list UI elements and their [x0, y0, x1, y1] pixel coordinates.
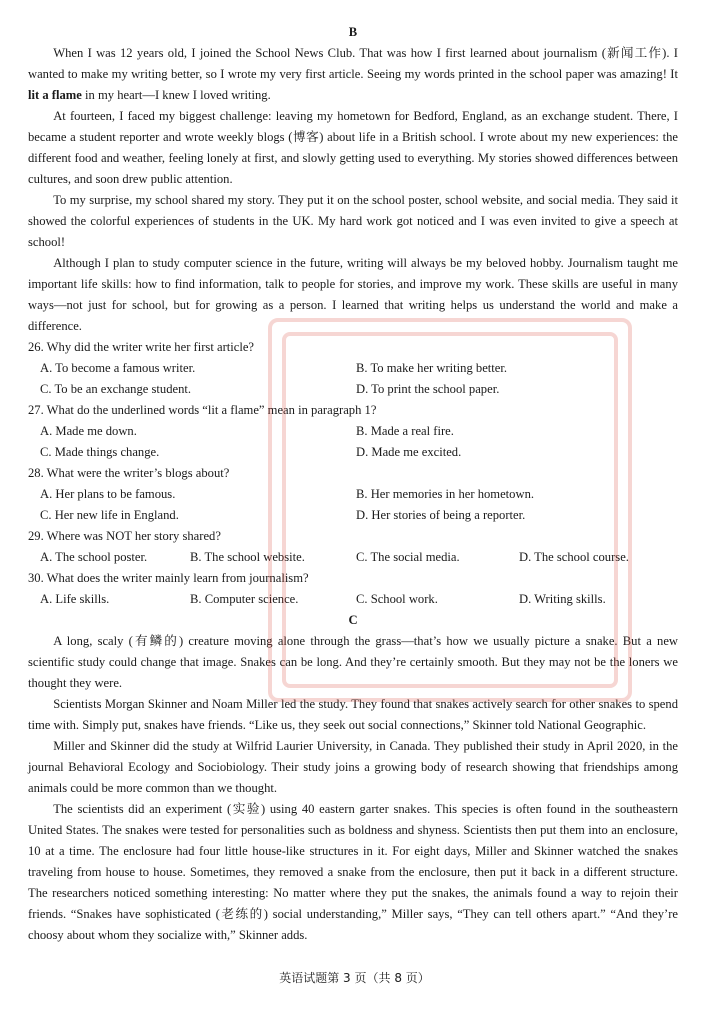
options — [28, 421, 678, 463]
option-b: B. Made a real fire. — [356, 424, 454, 438]
option-b: B. The school website. — [190, 550, 305, 564]
options — [28, 547, 678, 568]
option-d: D. Made me excited. — [356, 445, 462, 459]
option-b: B. To make her writing better. — [356, 361, 508, 375]
option-c: C. Her new life in England. — [40, 508, 179, 522]
question-stem: 27. What do the underlined words “lit a flame” mean in paragraph 1? — [28, 403, 377, 417]
para1-emphasis: lit a flame — [28, 88, 82, 102]
options — [28, 358, 678, 400]
question-stem: 26. Why did the writer write her first article? — [28, 340, 255, 354]
section-c-title: C — [348, 613, 358, 627]
section-b-paragraph-3: To my surprise, my school shared my story. They put it on the school poster, school website, and social media. They said it showed the colorful experiences of students in the UK. My hard work got noticed and I was even invited to give a speech at school! — [28, 193, 678, 249]
para1-text-after: in my heart—I knew I loved writing. — [81, 88, 271, 102]
option-d: D. Writing skills. — [519, 592, 606, 606]
para1-text-before: When I was 12 years old, I joined the School News Club. That was how I first learned about journalism (新闻工作). I wanted to make my writing better, so I wrote my very first article. Seeing my words printed in the school paper was amazing! It — [28, 46, 678, 81]
option-d: D. To print the school paper. — [356, 382, 500, 396]
section-b-title: B — [348, 25, 358, 39]
section-c-paragraph-3: Miller and Skinner did the study at Wilfrid Laurier University, in Canada. They published their study in April 2020, in the journal Behavioral Ecology and Sociobiology. Their study joins a growing body of research showing that friendships among animals could be more common than we thought. — [28, 739, 678, 795]
question-28 — [28, 463, 678, 526]
option-c: C. Made things change. — [40, 445, 160, 459]
option-b: B. Computer science. — [190, 592, 299, 606]
section-b-paragraph-4: Although I plan to study computer science in the future, writing will always be my beloved hobby. Journalism taught me important life skills: how to find information, talk to people for stories, and improve my work. These skills are useful in many ways—not just for school, but for growing as a person. I learned that writing helps us understand the world and make a difference. — [28, 256, 678, 333]
question-29 — [28, 526, 678, 568]
question-stem: 30. What does the writer mainly learn from journalism? — [28, 571, 309, 585]
options — [28, 484, 678, 526]
section-b-paragraph-2: At fourteen, I faced my biggest challenge: leaving my hometown for Bedford, England, as an exchange student. There, I became a student reporter and wrote weekly blogs (博客) about life in a British school. I wrote about my new experiences: the different food and weather, feeling lonely at first, and slowly getting used to everything. My stories showed differences between cultures, and soon drew public attention. — [28, 109, 678, 186]
option-b: B. Her memories in her hometown. — [356, 487, 535, 501]
option-c: C. To be an exchange student. — [40, 382, 192, 396]
option-c: C. School work. — [356, 592, 438, 606]
question-26 — [28, 337, 678, 400]
option-a: A. To become a famous writer. — [40, 361, 196, 375]
option-d: D. Her stories of being a reporter. — [356, 508, 526, 522]
exam-page — [28, 22, 678, 946]
option-c: C. The social media. — [356, 550, 460, 564]
option-d: D. The school course. — [519, 550, 629, 564]
question-30 — [28, 568, 678, 610]
section-c-paragraph-4: The scientists did an experiment (实验) using 40 eastern garter snakes. This species is often found in the southeastern United States. The snakes were tested for personalities such as boldness and shyness. Scientists then put them into an enclosure, 10 at a time. The enclosure had four little house-like structures in it. For eight days, Miller and Skinner watched the snakes traveling from house to house. Sometimes, they removed a snake from the enclosure, then put it back in a different structure. The researchers noticed something interesting: No matter where they put the snakes, the animals found a way to rejoin their friends. “Snakes have sophisticated (老练的) social understanding,” Miller says, “They can tell others apart.” “And they’re choosy about whom they socialize with,” Skinner adds. — [28, 802, 678, 942]
option-a: A. The school poster. — [40, 550, 148, 564]
question-stem: 29. Where was NOT her story shared? — [28, 529, 221, 543]
section-c-paragraph-1: A long, scaly (有鳞的) creature moving alone through the grass—that’s how we usually picture a snake. But a new scientific study could change that image. Snakes can be long. And they’re certainly smooth. But they may not be the loners we thought they were. — [28, 634, 678, 690]
question-stem: 28. What were the writer’s blogs about? — [28, 466, 230, 480]
section-b-paragraph-1 — [28, 43, 678, 106]
question-27 — [28, 400, 678, 463]
options — [28, 589, 678, 610]
option-a: A. Made me down. — [40, 424, 137, 438]
page-footer: 英语试题第 3 页（共 8 页） — [279, 971, 430, 985]
section-c-paragraph-2: Scientists Morgan Skinner and Noam Miller led the study. They found that snakes actively search for other snakes to spend time with. Simply put, snakes have friends. “Like us, they seek out social connections,” Skinner told National Geographic. — [28, 697, 678, 732]
option-a: A. Life skills. — [40, 592, 110, 606]
option-a: A. Her plans to be famous. — [40, 487, 176, 501]
